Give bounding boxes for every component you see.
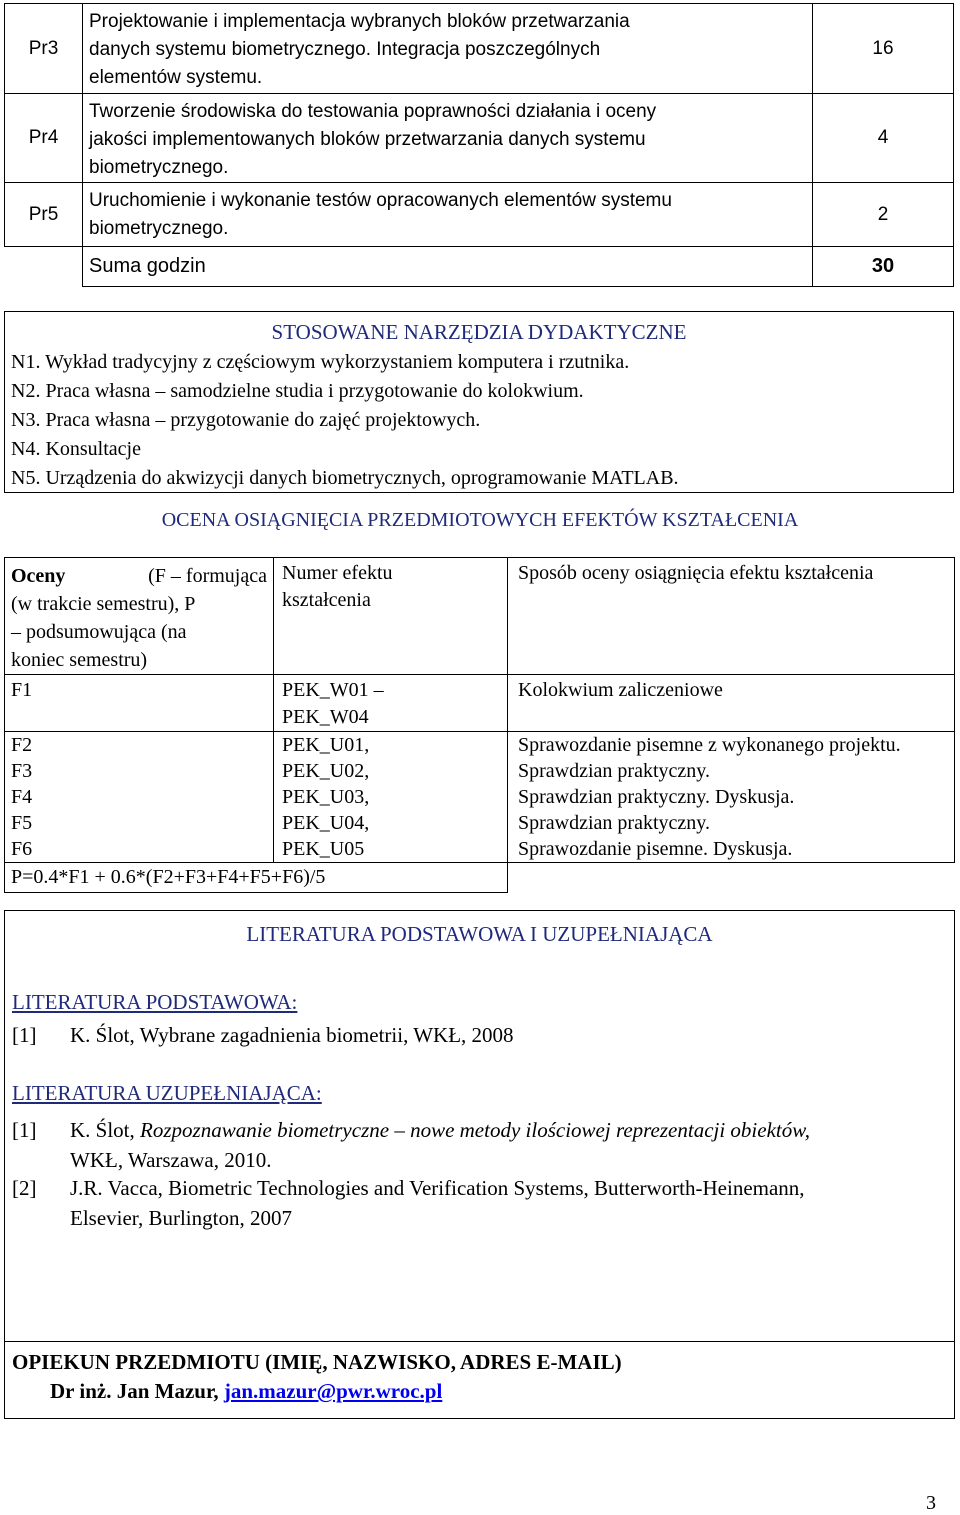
basic-literature-title: LITERATURA PODSTAWOWA: (12, 990, 298, 1014)
list-item: N1. Wykład tradycyjny z częściowym wykorzystaniem komputera i rzutnika. (11, 351, 630, 373)
bibliography-item: [1] K. Ślot, Rozpoznawanie biometryczne – nowe metody ilościowej reprezentacji obiektów, WKŁ, Warszawa, 2010. (12, 1115, 947, 1175)
sum-row (5, 247, 954, 287)
project-hours-table (4, 3, 954, 287)
table-row (5, 183, 954, 247)
table-row (5, 675, 955, 732)
header-grades: Oceny (F – formująca (w trakcie semestru), P – podsumowująca (na koniec semestru) (11, 565, 267, 671)
assessment-table (4, 557, 955, 893)
table-row (5, 94, 954, 183)
header-assessment-method: Sposób oceny osiągnięcia efektu kształcenia (518, 562, 874, 584)
grade-codes: F2 F3 F4 F5 F6 (11, 734, 33, 860)
grade-code: F1 (11, 679, 33, 701)
tools-list (11, 348, 679, 493)
supervisor-contact (50, 1379, 442, 1404)
final-grade-formula: P=0.4*F1 + 0.6*(F2+F3+F4+F5+F6)/5 (11, 866, 326, 888)
table-row (5, 558, 955, 675)
table-row (5, 4, 954, 94)
project-hours: 16 (872, 37, 894, 59)
project-description: Uruchomienie i wykonanie testów opracowanych elementów systemu biometrycznego. (89, 190, 672, 239)
project-hours: 2 (877, 203, 889, 225)
table-row (5, 732, 955, 863)
assessment-method: Kolokwium zaliczeniowe (518, 679, 723, 701)
project-description: Tworzenie środowiska do testowania poprawności działania i oceny jakości implementowanych bloków przetwarzania danych systemu biometrycznego. (89, 101, 657, 178)
bibliography-item: [1] K. Ślot, Wybrane zagadnienia biometrii, WKŁ, 2008 (12, 1023, 514, 1047)
literature-section (4, 910, 955, 1342)
header-effect-number: Numer efektu kształcenia (282, 562, 393, 611)
project-code: Pr4 (28, 127, 59, 148)
supervisor-name: Dr inż. Jan Mazur, (50, 1379, 219, 1403)
item-number: [1] (12, 1023, 37, 1047)
project-code: Pr5 (28, 203, 59, 225)
page-number: 3 (926, 1492, 936, 1514)
project-hours: 4 (877, 127, 889, 148)
assessment-title: OCENA OSIĄGNIĘCIA PRZEDMIOTOWYCH EFEKTÓW KSZTAŁCENIA (161, 509, 799, 531)
supervisor-email-link[interactable]: jan.mazur@pwr.wroc.pl (223, 1379, 443, 1403)
list-item: N2. Praca własna – samodzielne studia i przygotowanie do kolokwium. (11, 380, 584, 402)
project-code: Pr3 (28, 37, 59, 59)
effect-codes: PEK_W01 – PEK_W04 (282, 679, 384, 728)
assessment-methods: Sprawozdanie pisemne z wykonanego projektu. Sprawdzian praktyczny. Sprawdzian praktyczny. Dyskusja. Sprawdzian praktyczny. Sprawozdanie pisemne. Dyskusja. (518, 734, 901, 860)
bibliography-item: [2] J.R. Vacca, Biometric Technologies and Verification Systems, Butterworth-Heinemann, Elsevier, Burlington, 2007 (12, 1173, 947, 1233)
teaching-tools-section (4, 311, 954, 493)
list-item: N4. Konsultacje (11, 438, 141, 460)
sum-value: 30 (871, 255, 895, 277)
section-title: LITERATURA PODSTAWOWA I UZUPEŁNIAJĄCA (246, 922, 713, 946)
section-title: STOSOWANE NARZĘDZIA DYDAKTYCZNE (271, 320, 687, 344)
table-row (5, 863, 955, 893)
effect-codes: PEK_U01, PEK_U02, PEK_U03, PEK_U04, PEK_U05 (282, 734, 370, 860)
supervisor-section (4, 1341, 955, 1419)
project-description: Projektowanie i implementacja wybranych bloków przetwarzania danych systemu biometrycznego. Integracja poszczególnych elementów systemu. (89, 11, 630, 88)
item-number: [2] (12, 1176, 37, 1200)
list-item: N5. Urządzenia do akwizycji danych biometrycznych, oprogramowanie MATLAB. (11, 467, 679, 489)
sum-label: Suma godzin (89, 255, 206, 277)
item-number: [1] (12, 1118, 37, 1142)
section-title: OPIEKUN PRZEDMIOTU (IMIĘ, NAZWISKO, ADRES E-MAIL) (12, 1350, 622, 1374)
list-item: N3. Praca własna – przygotowanie do zajęć projektowych. (11, 409, 481, 431)
supplementary-literature-title: LITERATURA UZUPEŁNIAJĄCA: (12, 1081, 322, 1105)
